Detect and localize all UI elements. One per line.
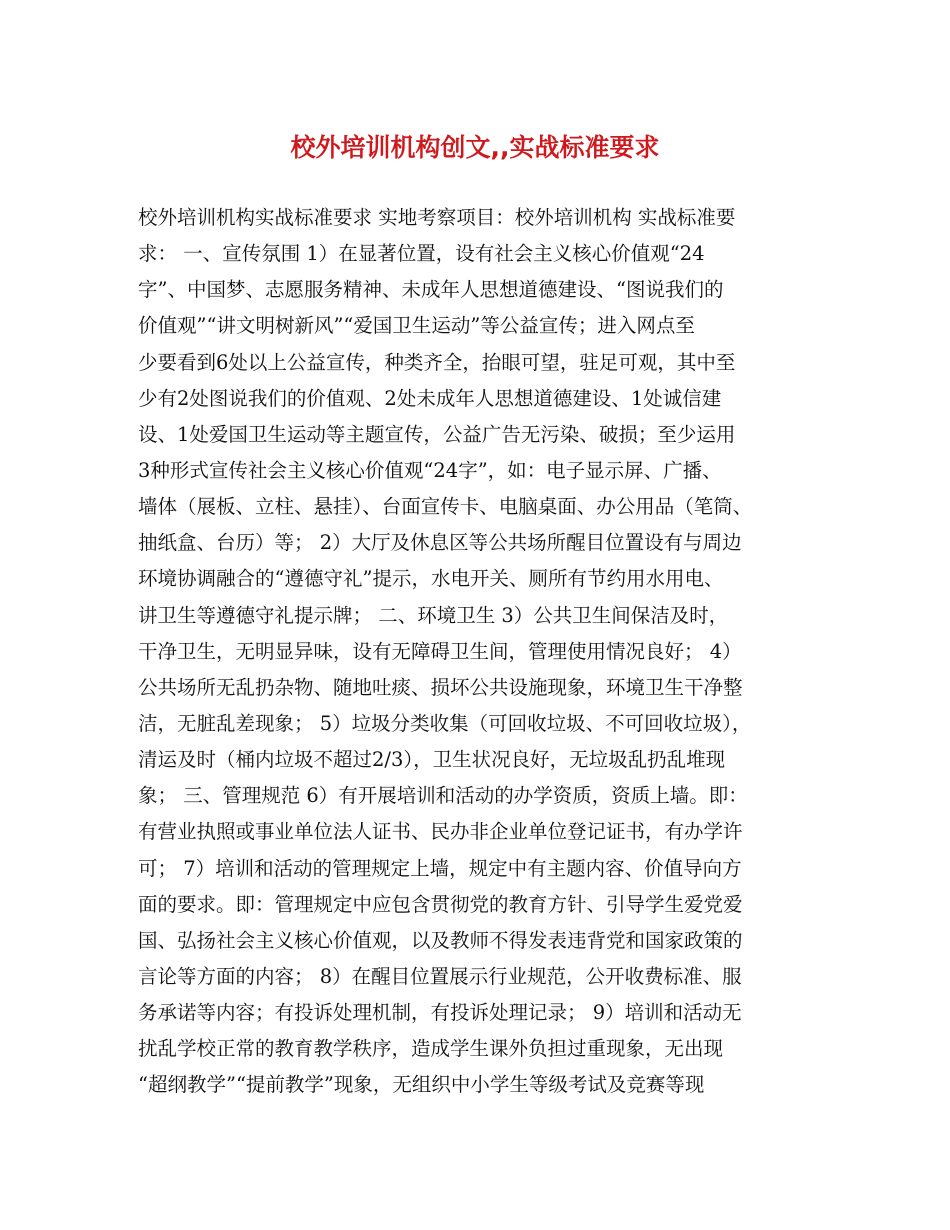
body-text-line: 设、1处爱国卫生运动等主题宣传，公益广告无污染、破损；至少运用 [138,422,736,446]
body-text-line: 言论等方面的内容； 8）在醒目位置展示行业规范，公开收费标准、服 [138,964,742,988]
body-text-line: 价值观”“讲文明树新风”“爱国卫生运动”等公益宣传；进入网点至 [138,314,695,338]
body-text-line: 字”、中国梦、志愿服务精神、未成年人思想道德建设、“图说我们的 [138,278,724,302]
body-text-line: 少要看到6处以上公益宣传，种类齐全，抬眼可望，驻足可观，其中至 [138,350,736,374]
body-text-line: 务承诺等内容；有投诉处理机制，有投诉处理记录； 9）培训和活动无 [138,1001,742,1025]
body-text-line: 求： 一、宣传氛围 1）在显著位置，设有社会主义核心价值观“24 [138,242,705,266]
body-text-line: 国、弘扬社会主义核心价值观，以及教师不得发表违背党和国家政策的 [138,928,743,952]
document-body [138,200,828,1104]
body-text-line: 校外培训机构实战标准要求 实地考察项目：校外培训机构 实战标准要 [138,206,736,229]
body-text-line: 清运及时（桶内垃圾不超过2/3），卫生状况良好，无垃圾乱扔乱堆现 [138,748,726,772]
document-title: 校外培训机构创文,,实战标准要求 [290,133,660,162]
body-text-line: 环境协调融合的“遵德守礼”提示，水电开关、厕所有节约用水用电、 [138,567,724,591]
body-text-line: 洁，无脏乱差现象； 5）垃圾分类收集（可回收垃圾、不可回收垃圾）， [138,711,752,735]
body-text-line: 干净卫生，无明显异味，设有无障碍卫生间，管理使用情况良好； 4） [138,639,742,663]
body-text-line: 少有2处图说我们的价值观、2处未成年人思想道德建设、1处诚信建 [138,386,722,410]
body-text-line: 可； 7）培训和活动的管理规定上墙，规定中有主题内容、价值导向方 [138,856,742,880]
body-text-line: “超纲教学”“提前教学”现象，无组织中小学生等级考试及竞赛等现 [138,1073,705,1097]
body-text-line: 墙体（展板、立柱、悬挂）、台面宣传卡、电脑桌面、办公用品（笔筒、 [138,495,753,519]
body-text-line: 有营业执照或事业单位法人证书、民办非企业单位登记证书，有办学许 [138,820,743,844]
body-text-line: 扰乱学校正常的教育教学秩序，造成学生课外负担过重现象，无出现 [138,1037,724,1061]
body-text-line: 面的要求。即：管理规定中应包含贯彻党的教育方针、引导学生爱党爱 [138,892,743,916]
body-text-line: 讲卫生等遵德守礼提示牌； 二、环境卫生 3）公共卫生间保洁及时， [138,603,729,627]
body-text-line: 公共场所无乱扔杂物、随地吐痰、损坏公共设施现象，环境卫生干净整 [138,675,743,699]
body-text-line: 3种形式宣传社会主义核心价值观“24字”，如：电子显示屏、广播、 [138,458,722,482]
body-text-line: 抽纸盒、台历）等； 2）大厅及休息区等公共场所醒目位置设有与周边 [138,531,742,555]
body-text-line: 象； 三、管理规范 6）有开展培训和活动的办学资质，资质上墙。即： [138,784,748,808]
